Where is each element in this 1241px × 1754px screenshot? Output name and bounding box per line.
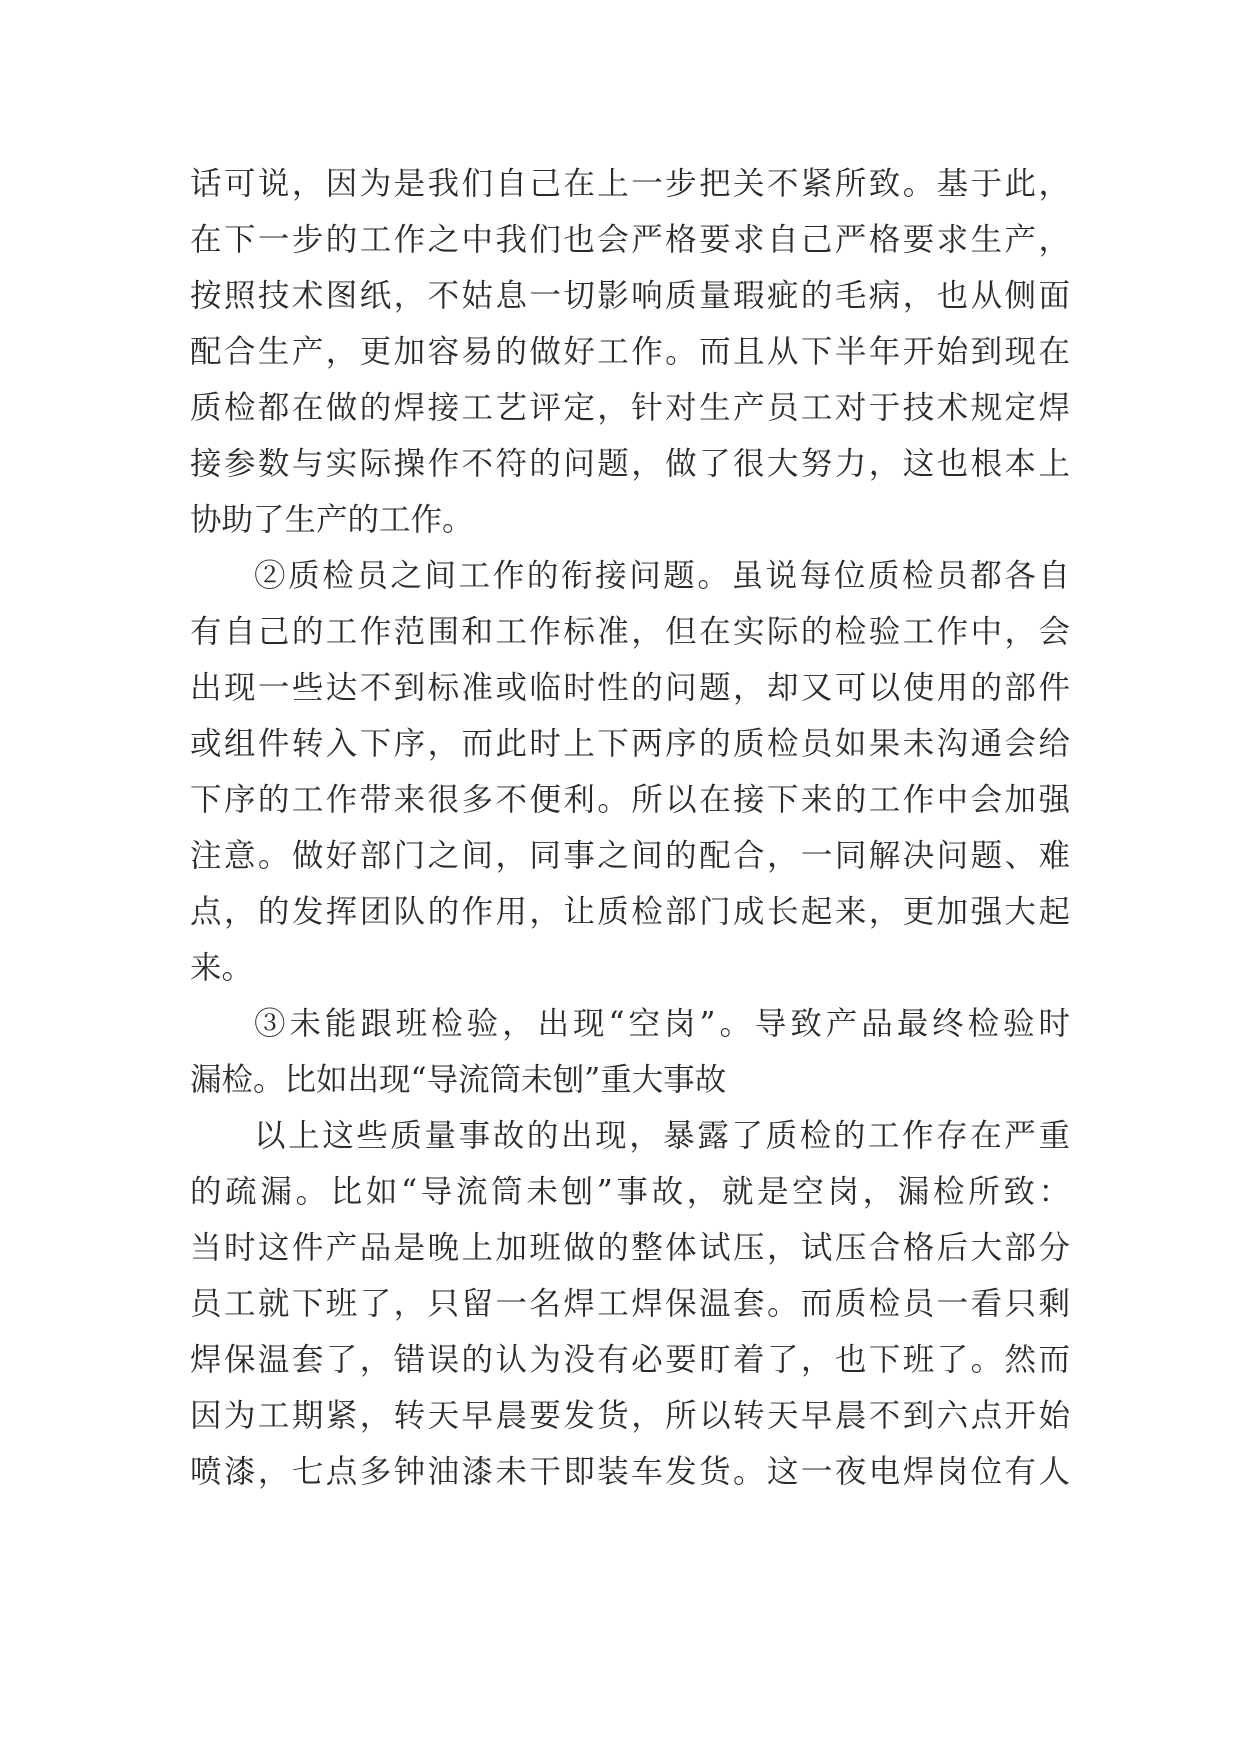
text-line: 漏检。比如出现“导流筒未刨”重大事故 [190,1062,727,1098]
paragraph [190,156,1070,548]
body-text [190,156,1070,1500]
paragraph [190,996,1070,1108]
text-line: 配合生产，更加容易的做好工作。而且从下半年开始到现在 [190,334,1070,370]
text-line: 在下一步的工作之中我们也会严格要求自己严格要求生产， [190,222,1070,258]
text-line: 话可说，因为是我们自己在上一步把关不紧所致。基于此， [190,166,1070,202]
text-line: 注意。做好部门之间，同事之间的配合，一同解决问题、难 [190,838,1070,874]
paragraph [190,1108,1070,1500]
text-line: 的疏漏。比如“导流筒未刨”事故，就是空岗，漏检所致： [190,1174,1070,1210]
text-line: 当时这件产品是晚上加班做的整体试压，试压合格后大部分 [190,1230,1070,1266]
text-line: 来。 [190,950,254,986]
text-line: ②质检员之间工作的衔接问题。虽说每位质检员都各自 [254,558,1070,594]
text-line: 员工就下班了，只留一名焊工焊保温套。而质检员一看只剩 [190,1286,1070,1322]
text-line: 出现一些达不到标准或临时性的问题，却又可以使用的部件 [190,670,1070,706]
text-line: 协助了生产的工作。 [190,502,474,538]
text-line: ③未能跟班检验，出现“空岗”。导致产品最终检验时 [254,1006,1070,1042]
text-line: 因为工期紧，转天早晨要发货，所以转天早晨不到六点开始 [190,1398,1070,1434]
text-line: 焊保温套了，错误的认为没有必要盯着了，也下班了。然而 [190,1342,1070,1378]
text-line: 质检都在做的焊接工艺评定，针对生产员工对于技术规定焊 [190,390,1070,426]
text-line: 或组件转入下序，而此时上下两序的质检员如果未沟通会给 [190,726,1070,762]
text-line: 按照技术图纸，不姑息一切影响质量瑕疵的毛病，也从侧面 [190,278,1070,314]
text-line: 下序的工作带来很多不便利。所以在接下来的工作中会加强 [190,782,1070,818]
text-line: 有自己的工作范围和工作标准，但在实际的检验工作中，会 [190,614,1070,650]
text-line: 接参数与实际操作不符的问题，做了很大努力，这也根本上 [190,446,1070,482]
text-line: 点，的发挥团队的作用，让质检部门成长起来，更加强大起 [190,894,1070,930]
text-line: 喷漆，七点多钟油漆未干即装车发货。这一夜电焊岗位有人 [190,1454,1070,1490]
text-line: 以上这些质量事故的出现，暴露了质检的工作存在严重 [254,1118,1070,1154]
paragraph [190,548,1070,996]
